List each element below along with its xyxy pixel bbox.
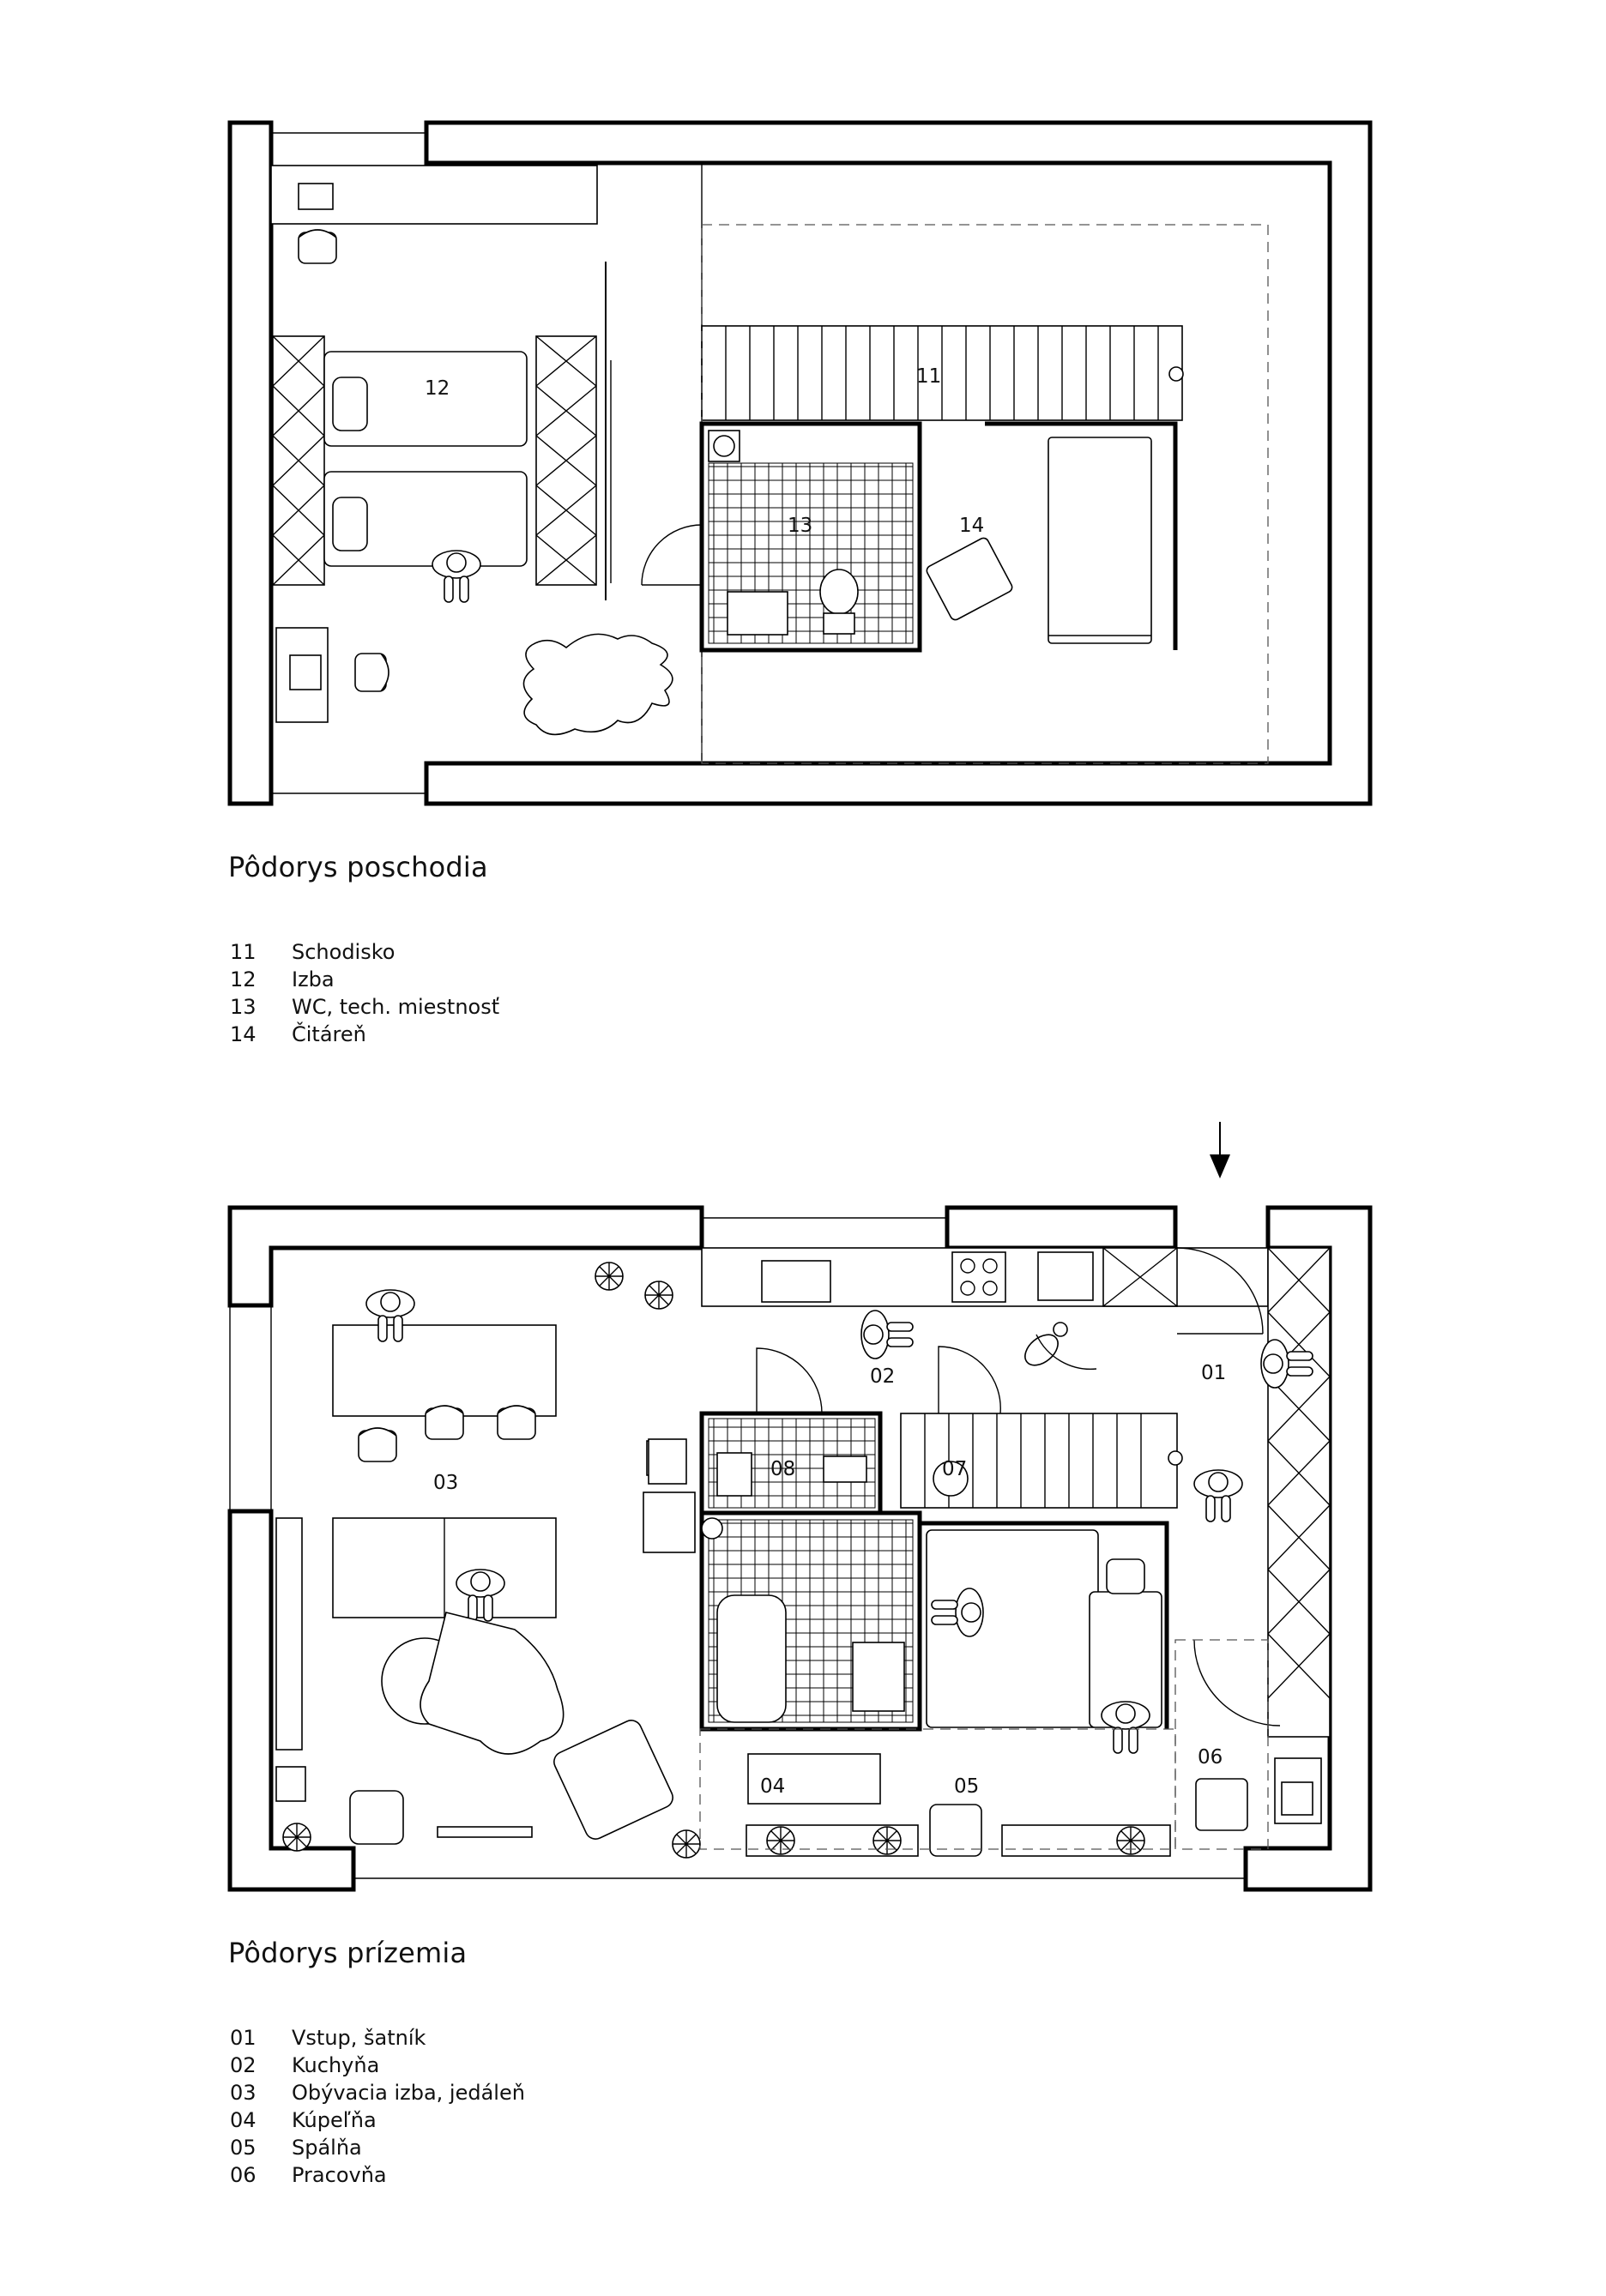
rug-icon (523, 634, 672, 734)
toilet-icon (820, 569, 858, 614)
ground-floor-title: Pôdorys prízemia (228, 1937, 468, 1969)
room-label-01: 01 (1201, 1362, 1227, 1384)
legend-item: 01 Vstup, šatník (230, 2026, 426, 2050)
room-label-07: 07 (942, 1458, 968, 1480)
room-label-06: 06 (1198, 1746, 1223, 1769)
room-label-11: 11 (916, 365, 942, 388)
legend-item: 03 Obývacia izba, jedáleň (230, 2081, 525, 2105)
room-label-12: 12 (425, 377, 450, 400)
bed-double (927, 1530, 1098, 1727)
sink-icon (728, 592, 788, 635)
room-label-04: 04 (760, 1775, 786, 1798)
room-label-08: 08 (770, 1458, 796, 1480)
dining-table (333, 1325, 556, 1416)
legend-item: 02 Kuchyňa (230, 2053, 380, 2077)
armchair-large (551, 1717, 676, 1842)
upper-floor-legend (230, 938, 499, 1048)
plant-icon (645, 1281, 673, 1309)
room-label-14: 14 (959, 515, 985, 537)
room-label-02: 02 (870, 1365, 896, 1388)
room-label-05: 05 (954, 1775, 980, 1798)
ground-floor-legend (230, 2024, 525, 2189)
stove-icon (952, 1252, 1005, 1302)
room-label-03: 03 (433, 1472, 459, 1494)
upper-floor-plan (230, 123, 1370, 804)
legend-item: 14 Čitáreň (230, 1022, 366, 1046)
legend-item: 12 Izba (230, 967, 335, 991)
legend-item: 06 Pracovňa (230, 2163, 387, 2187)
daybed (1048, 437, 1151, 643)
toilet-icon-08 (824, 1456, 866, 1482)
room-label-13: 13 (788, 515, 813, 537)
legend-item: 05 Spálňa (230, 2136, 362, 2160)
kitchen-sink-icon (762, 1261, 830, 1302)
ground-floor-plan (230, 1122, 1370, 1889)
legend-item: 13 WC, tech. miestnosť (230, 995, 500, 1019)
upper-floor-title: Pôdorys poschodia (228, 851, 488, 883)
legend-item: 11 Schodisko (230, 940, 395, 964)
bathtub-icon (717, 1595, 786, 1722)
legend-item: 04 Kúpeľňa (230, 2108, 377, 2132)
entrance-arrow-icon (1210, 1122, 1230, 1178)
